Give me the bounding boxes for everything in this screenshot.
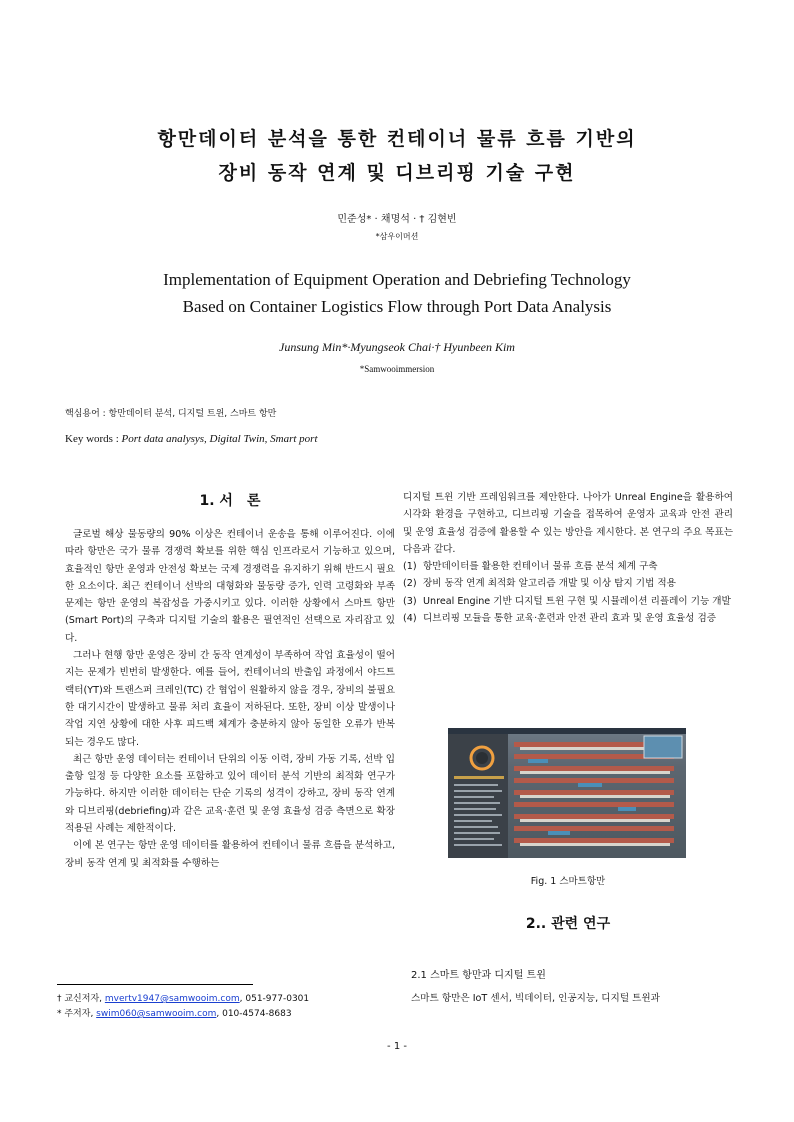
footnote-first-author: * 주저자, swim060@samwooim.com, 010-4574-8683 bbox=[57, 1009, 292, 1019]
first-author-email-link[interactable]: swim060@samwooim.com bbox=[96, 1009, 217, 1019]
footnote-corresponding-author: † 교신저자, mvertv1947@samwooim.com, 051-977-0301 bbox=[57, 994, 310, 1004]
smart-port-paragraph: 스마트 항만은 IoT 센서, 빅데이터, 인공지능, 디지털 트윈과 bbox=[411, 993, 660, 1004]
paper-title-en-line2: Based on Container Logistics Flow through Port Data Analysis bbox=[182, 297, 612, 316]
paper-title-kr-line1: 항만데이터 분석을 통한 컨테이너 물류 흐름 기반의 bbox=[157, 128, 637, 150]
section-1-heading: 1. 서 론 bbox=[199, 493, 261, 509]
framework-paragraph: 디지털 트윈 기반 프레임워크를 제안한다. 나아가 Unreal Engine을 활용하여 시각화 환경을 구현하고, 디브리핑 기술을 접목하여 운영자 교육과 안전 관리 및 운영 효율성 검증에 활용할 수 있는 방안을 제시한다. 본 연구의 주요 목표는 다음과 같다. bbox=[403, 492, 733, 555]
goal-item: (2) 장비 동작 연계 최적화 알고리즘 개발 및 이상 탐지 기법 적용 bbox=[403, 578, 676, 590]
paper-title-kr-line2: 장비 동작 연계 및 디브리핑 기술 구현 bbox=[218, 162, 576, 184]
intro-paragraph-2: 그러나 현행 항만 운영은 장비 간 동작 연계성이 부족하여 작업 효율성이 떨어지는 문제가 빈번히 발생한다. 예를 들어, 컨테이너의 반출입 과정에서 야드트랙터(YT)와 트랜스퍼 크레인(TC) 간 협업이 원활하지 않을 경우, 장비의 불필요한 대기시간이 발생하고 물류 처리 효율이 저하된다. 또한, 장비 이상 발생이나 작업 지연 상황에 대한 사후 피드백 체계가 충분하지 않아 동일한 오류가 반복되는 경우도 많다. bbox=[65, 650, 395, 748]
authors-kr: 민준성* · 채명석 · † 김현빈 bbox=[337, 214, 457, 225]
corresponding-email-link[interactable]: mvertv1947@samwooim.com bbox=[104, 994, 240, 1004]
keywords-en bbox=[65, 433, 318, 445]
keywords-en-label: Key words : bbox=[65, 433, 122, 445]
goal-item: (3) Unreal Engine 기반 디지털 트윈 구현 및 시뮬레이션 리플레이 기능 개발 bbox=[403, 595, 731, 607]
keywords-kr bbox=[65, 406, 276, 419]
keywords-kr-label: 핵심용어 : bbox=[65, 409, 109, 419]
keywords-en-text: Port data analysys, Digital Twin, Smart port bbox=[121, 433, 318, 445]
right-column-body bbox=[403, 489, 733, 627]
authors-en: Junsung Min*·Myungseok Chai·† Hyunbeen Kim bbox=[279, 340, 515, 354]
left-column-body bbox=[65, 526, 395, 872]
smart-port-figure bbox=[448, 728, 686, 858]
paper-title-en-line1: Implementation of Equipment Operation and Debriefing Technology bbox=[163, 270, 631, 289]
affiliation-kr: *삼우이머션 bbox=[375, 232, 419, 241]
affiliation-en: *Samwooimmersion bbox=[359, 364, 435, 374]
smart-port-screenshot-image bbox=[448, 728, 686, 858]
intro-paragraph-4: 이에 본 연구는 항만 운영 데이터를 활용하여 컨테이너 물류 흐름을 분석하고, 장비 동작 연계 및 최적화를 수행하는 bbox=[65, 840, 395, 869]
goal-item: (1) 항만데이터를 활용한 컨테이너 물류 흐름 분석 체계 구축 bbox=[403, 561, 658, 573]
page-number: - 1 - bbox=[387, 1041, 407, 1052]
goal-item: (4) 디브리핑 모듈을 통한 교육·훈련과 안전 관리 효과 및 운영 효율성 검증 bbox=[403, 613, 717, 625]
research-goals-list bbox=[403, 558, 733, 627]
section-2-heading: 2.. 관련 연구 bbox=[525, 916, 611, 932]
keywords-kr-text: 항만데이터 분석, 디지털 트윈, 스마트 항만 bbox=[108, 409, 277, 419]
subsection-2-1-heading: 2.1 스마트 항만과 디지털 트윈 bbox=[411, 970, 546, 981]
intro-paragraph-3: 최근 항만 운영 데이터는 컨테이너 단위의 이동 이력, 장비 가동 기록, 선박 입출항 일정 등 다양한 요소를 포함하고 있어 데이터 분석 기반의 최적화 연구가 가능하다. 하지만 이러한 데이터는 단순 기록의 성격이 강하고, 장비 동작 연계와 디브리핑(debriefing)과 같은 교육·훈련 및 운영 효율성 검증 측면으로 확장 적용된 사례는 제한적이다. bbox=[65, 753, 395, 835]
footnote-divider bbox=[57, 984, 253, 985]
figure-caption: Fig. 1 스마트항만 bbox=[530, 876, 606, 887]
intro-paragraph-1: 글로벌 해상 물동량의 90% 이상은 컨테이너 운송을 통해 이루어진다. 이에 따라 항만은 국가 물류 경쟁력 확보를 위한 핵심 인프라로서 기능하고 있으며, 효율적인 항만 운영과 안전성 확보는 국제 경쟁력을 유지하기 위해 반드시 필요한 요소이다. 최근 컨테이너 선박의 대형화와 물동량 증가, 인력 고령화와 부족 문제는 항만 운영의 복잡성을 가중시키고 있다. 이러한 상황에서 스마트 항만(Smart Port)의 구축과 디지털 기술의 활용은 필연적인 선택으로 자리잡고 있다. bbox=[65, 529, 395, 644]
subsection-2-1-body bbox=[403, 990, 733, 1007]
